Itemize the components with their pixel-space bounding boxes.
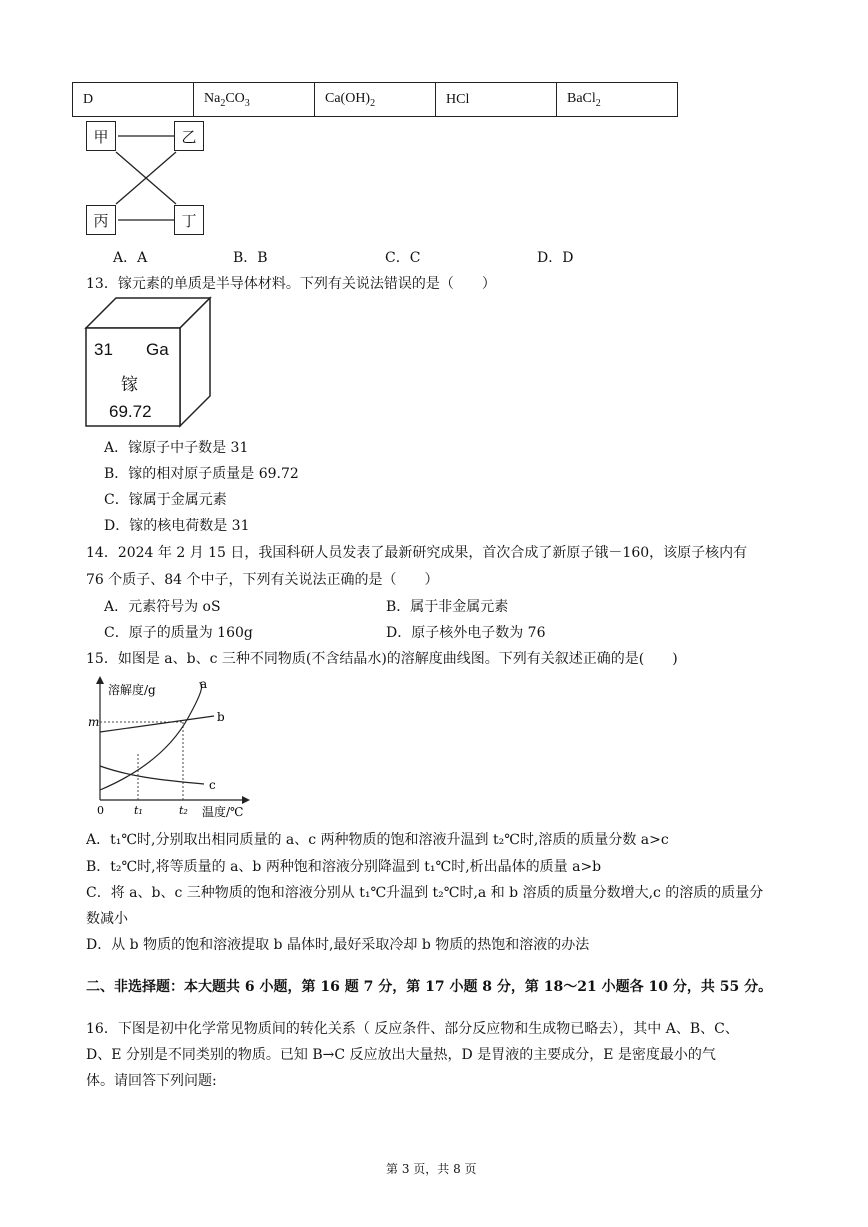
- q14-option-b: B．属于非金属元素: [386, 599, 509, 615]
- section-heading: 二、非选择题：本大题共 6 小题，第 16 题 7 分，第 17 小题 8 分，第 18～21 小题各 10 分，共 55 分。: [86, 979, 773, 995]
- node-jia: 甲: [86, 121, 116, 151]
- q14-stem-line1: 14．2024 年 2 月 15 日，我国科研人员发表了最新研究成果，首次合成了新原子锇－160，该原子核内有: [86, 545, 748, 561]
- q14-option-d: D．原子核外电子数为 76: [386, 625, 546, 641]
- table-row: [73, 83, 678, 117]
- q14-stem-line2: 76 个质子、84 个中子，下列有关说法正确的是（ ）: [86, 572, 439, 588]
- q13-option-a: A．镓原子中子数是 31: [104, 440, 249, 456]
- q15-stem: 15．如图是 a、b、c 三种不同物质(不含结晶水)的溶解度曲线图。下列有关叙述正确的是( ): [86, 651, 678, 667]
- q12-option-a: A．A: [113, 250, 148, 266]
- x-tick-t2: t₂: [179, 804, 188, 817]
- q13-stem: 13．镓元素的单质是半导体材料。下列有关说法错误的是（ ）: [86, 276, 496, 292]
- element-name: 镓: [121, 375, 138, 395]
- q14-option-a: A．元素符号为 oS: [104, 599, 221, 615]
- table-cell: $Na_2CO_3$: [194, 83, 315, 117]
- x-tick-t1: t₁: [134, 804, 143, 817]
- q16-line1: 16．下图是初中化学常见物质间的转化关系（ 反应条件、部分反应物和生成物已略去），其中 A、B、C、: [86, 1021, 739, 1037]
- q13-option-c: C．镓属于金属元素: [104, 492, 227, 508]
- series-b-label: b: [217, 710, 225, 724]
- q12-option-b: B．B: [233, 250, 268, 266]
- q12-option-c: C．C: [385, 250, 421, 266]
- x-axis-arrow: [242, 796, 250, 804]
- y-axis-arrow: [96, 676, 104, 684]
- q15-option-b: B．t₂℃时,将等质量的 a、b 两种饱和溶液分别降温到 t₁℃时,析出晶体的质量 a>b: [86, 859, 602, 875]
- table-cell: D: [73, 83, 194, 117]
- node-yi: 乙: [174, 121, 204, 151]
- atomic-number: 31: [94, 340, 113, 359]
- node-bing: 丙: [86, 205, 116, 235]
- q16-line2: D、E 分别是不同类别的物质。已知 B→C 反应放出大量热，D 是胃液的主要成分，E 是密度最小的气: [86, 1047, 716, 1063]
- table-cell: HCl: [436, 83, 557, 117]
- solubility-chart: [88, 676, 263, 818]
- reagent-table: [72, 82, 678, 117]
- x-axis-label: 温度/℃: [202, 805, 244, 818]
- y-axis-label: 溶解度/g: [108, 683, 156, 697]
- q16-line3: 体。请回答下列问题:: [86, 1073, 217, 1089]
- q12-option-d: D．D: [537, 250, 574, 266]
- series-c-curve: [100, 766, 204, 784]
- atomic-mass: 69.72: [109, 402, 152, 421]
- q13-option-b: B．镓的相对原子质量是 69.72: [104, 466, 299, 482]
- q14-option-c: C．原子的质量为 160g: [104, 625, 253, 641]
- y-tick-m: m: [88, 715, 100, 729]
- series-a-curve: [100, 682, 202, 790]
- q15-option-c: C．将 a、b、c 三种物质的饱和溶液分别从 t₁℃升温到 t₂℃时,a 和 b 溶质的质量分数增大,c 的溶质的质量分: [86, 885, 764, 901]
- element-symbol: Ga: [146, 340, 169, 359]
- table-cell: $Ca(OH)_2$: [315, 83, 436, 117]
- q13-option-d: D．镓的核电荷数是 31: [104, 518, 250, 534]
- x-tick-origin: 0: [97, 804, 104, 817]
- node-ding: 丁: [174, 205, 204, 235]
- series-b-line: [100, 716, 214, 732]
- series-c-label: c: [209, 778, 216, 792]
- series-a-label: a: [200, 677, 208, 691]
- table-cell: BaCl$_2$: [557, 83, 678, 117]
- page-footer: 第 3 页，共 8 页: [386, 1162, 477, 1176]
- q15-option-a: A．t₁℃时,分别取出相同质量的 a、c 两种物质的饱和溶液升温到 t₂℃时,溶质的质量分数 a>c: [86, 832, 669, 848]
- q15-option-c-cont: 数减小: [86, 911, 128, 927]
- q15-option-d: D．从 b 物质的饱和溶液提取 b 晶体时,最好采取冷却 b 物质的热饱和溶液的办法: [86, 937, 590, 953]
